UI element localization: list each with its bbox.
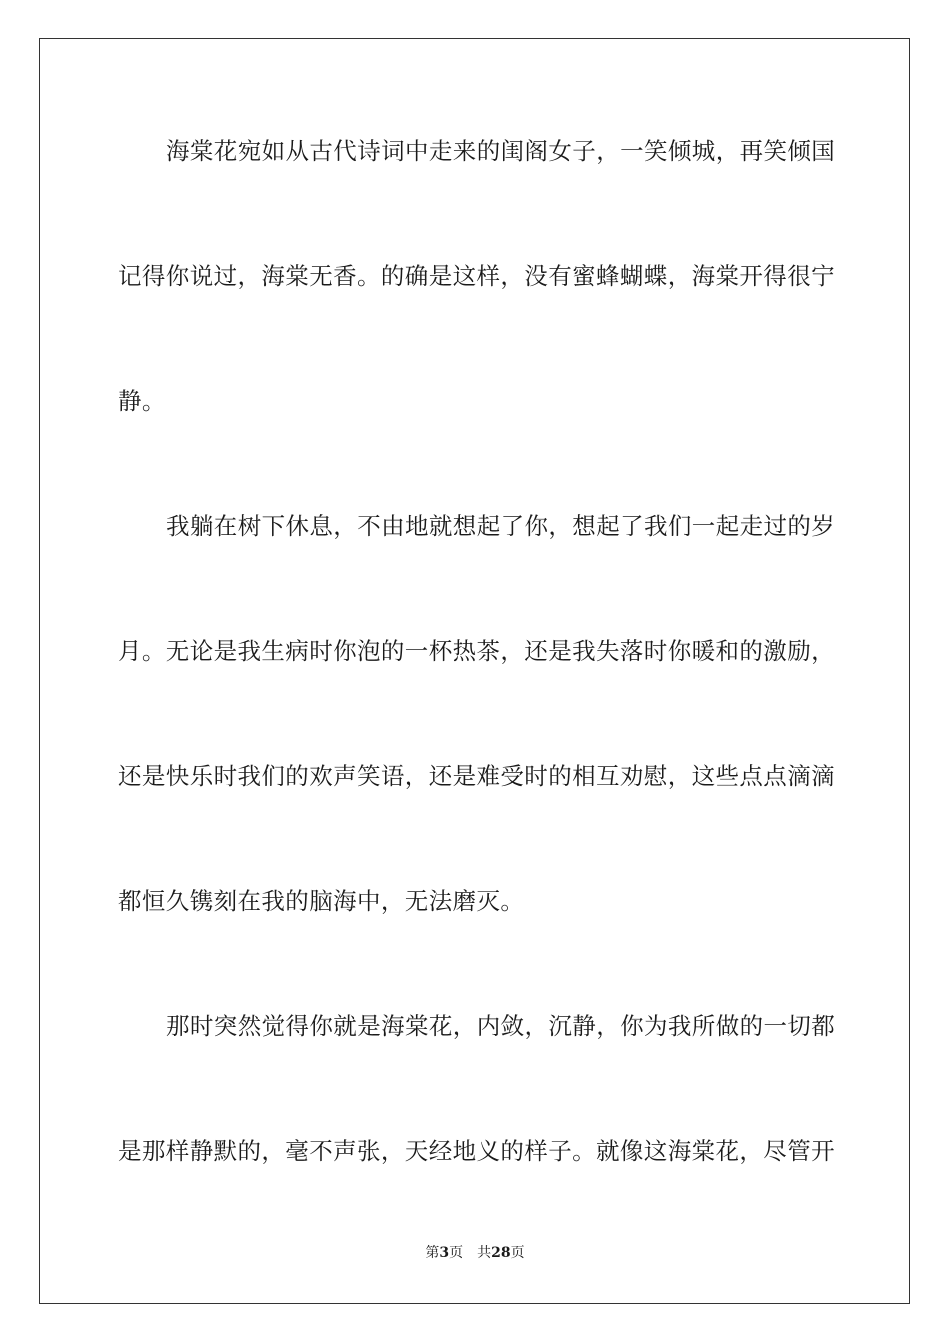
paragraph-line: 海棠花宛如从古代诗词中走来的闺阁女子，一笑倾城，再笑倾国 — [166, 137, 836, 165]
paragraph-line: 都恒久镌刻在我的脑海中，无法磨灭。 — [118, 887, 525, 915]
total-pages-prefix: 共 — [477, 1245, 492, 1261]
page-number-suffix: 页 — [449, 1245, 464, 1261]
paragraph-line: 还是快乐时我们的欢声笑语，还是难受时的相互劝慰，这些点点滴滴 — [118, 762, 835, 790]
paragraph-line: 月。无论是我生病时你泡的一杯热茶，还是我失落时你暖和的激励， — [118, 637, 835, 665]
page-number: 3 — [439, 1245, 450, 1261]
page-footer — [0, 1243, 950, 1263]
total-pages-suffix: 页 — [510, 1245, 525, 1261]
page-number-prefix: 第 — [425, 1245, 440, 1261]
paragraph-line: 我躺在树下休息，不由地就想起了你，想起了我们一起走过的岁 — [166, 512, 836, 540]
paragraph-line: 记得你说过，海棠无香。的确是这样，没有蜜蜂蝴蝶，海棠开得很宁 — [118, 262, 835, 290]
total-pages: 28 — [491, 1245, 511, 1261]
page-border — [39, 38, 910, 1304]
paragraph-line: 那时突然觉得你就是海棠花，内敛，沉静，你为我所做的一切都 — [166, 1012, 836, 1040]
paragraph-line: 是那样静默的，毫不声张，天经地义的样子。就像这海棠花，尽管开 — [118, 1137, 835, 1165]
paragraph-line: 静。 — [118, 387, 166, 415]
